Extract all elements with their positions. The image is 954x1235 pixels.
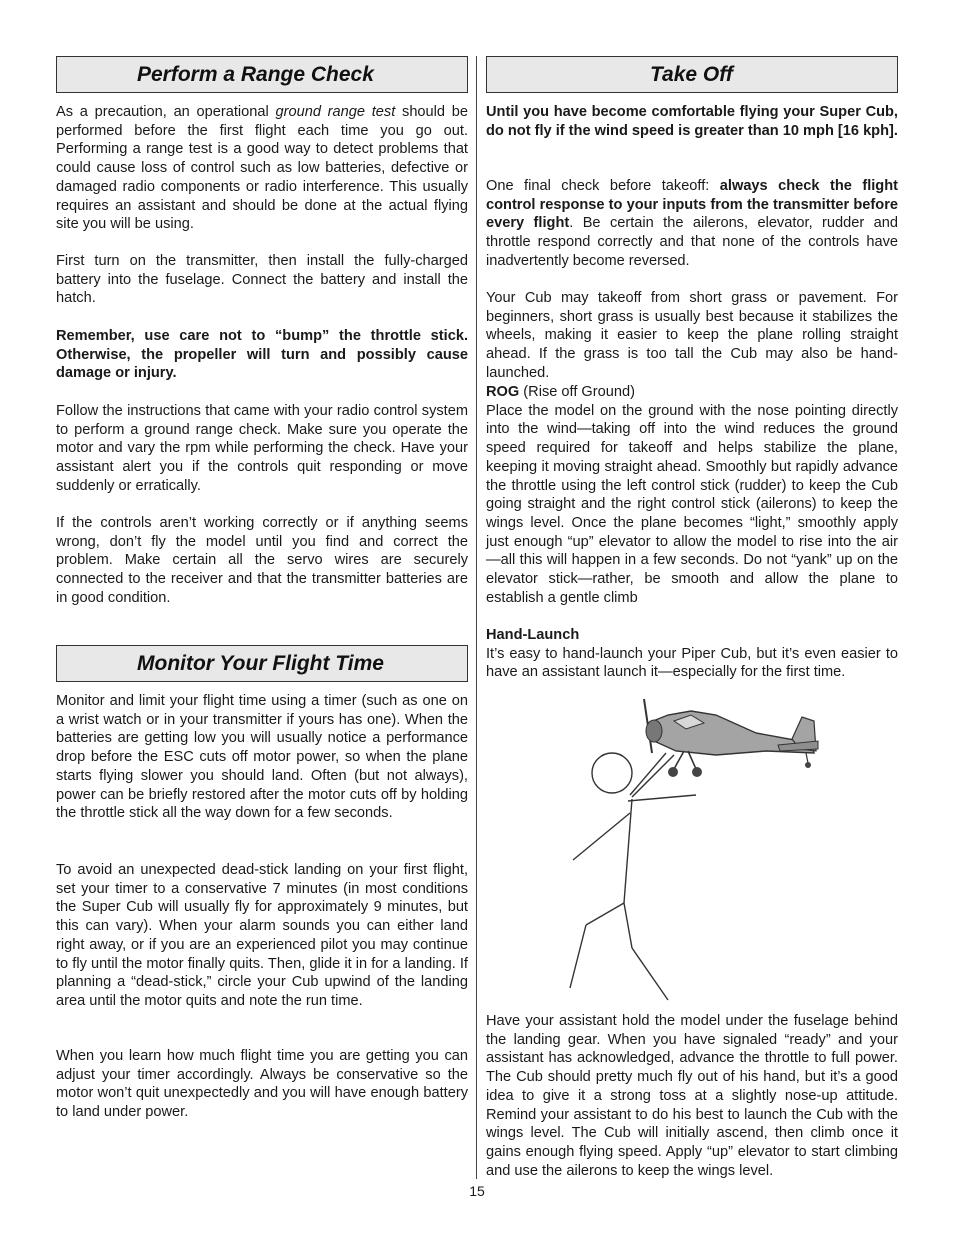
column-divider (476, 56, 477, 1179)
take-off-heading: Take Off (486, 56, 898, 93)
final-check-pre: One final check before takeoff: (486, 178, 720, 194)
rog-paragraph: Place the model on the ground with the nose pointing directly into the wind—taking off into the wind reduces the ground speed required for takeoff and helps stabilize the plane, keeping it moving straight ahead. Smoothly but rapidly advance the throttle using the left control stick (rudder) to keep the Cub going straight and the right control stick (ailerons) to keep the wings level. Once the plane becomes “light,” smoothly apply just enough “up” elevator to allow the model to rise into the air—all this will happen in a few seconds. Do not “yank” up on the elevator stick—rather, be smooth and allow the plane to establish a gentle climb (486, 402, 898, 606)
figure-shoulder (628, 795, 696, 801)
hand-launch-label: Hand-Launch (486, 627, 580, 643)
airplane-image (644, 699, 818, 777)
page-number: 15 (469, 1183, 485, 1199)
range-check-intro (56, 103, 468, 234)
range-check-intro-post: should be performed before the first flight each time you go out. Performing a range test is a good way to detect problems that could cause loss of control such as low batteries, defective or damaged radio components or radio interference. This usually requires an assistant and should be done at the actual flying site you will be using. (56, 104, 468, 233)
take-off-surface-paragraph: Your Cub may takeoff from short grass or pavement. For beginners, short grass is usually best because it stabilizes the wheels, making it easier to keep the plane rolling straight ahead. If the grass is too tall the Cub may also be hand-launched. (486, 290, 898, 381)
figure-raised-arm (630, 753, 666, 795)
range-check-warning: Remember, use care not to “bump” the throttle stick. Otherwise, the propeller will turn and possibly cause damage or injury. (56, 328, 468, 382)
figure-left-leg (586, 903, 624, 925)
final-check-post: . Be certain the ailerons, elevator, rudder and throttle respond correctly and that none of the controls have inadvertently become reversed. (486, 215, 898, 269)
figure-head (592, 753, 632, 793)
rog-section (486, 383, 898, 607)
range-check-troubleshoot-paragraph: If the controls aren’t working correctly or if anything seems wrong, don’t fly the model until you find and correct the problem. Make certain all the servo wires are securely connected to the receiver and that the transmitter batteries are in good condition. (56, 515, 468, 606)
range-check-intro-term: ground range test (275, 104, 396, 120)
hand-launch-illustration (556, 693, 826, 1003)
final-check-emphasis: always check the flight control response to your inputs from the transmitter before every flight (486, 178, 898, 232)
hand-launch-intro: It’s easy to hand-launch your Piper Cub, but it’s even easier to have an assistant launch it—especially for the first time. (486, 645, 898, 681)
range-check-heading: Perform a Range Check (56, 56, 468, 93)
flight-time-adjust-paragraph: When you learn how much flight time you are getting you can adjust your timer accordingly. Always be conservative so the motor won’t quit unexpectedly and you will have enough battery to land under power. (56, 1048, 468, 1121)
figure-left-arm (573, 813, 630, 860)
take-off-final-check (486, 177, 898, 271)
range-check-procedure-paragraph: Follow the instructions that came with your radio control system to perform a ground range check. Make sure you operate the motor and vary the rpm while performing the check. Have your assistant alert you if the controls quit responding or move suddenly or erratically. (56, 403, 468, 494)
assistant-stick-figure (570, 753, 696, 1000)
range-check-battery-paragraph: First turn on the transmitter, then install the fully-charged battery into the fuselage. Connect the battery and install the hatch. (56, 253, 468, 307)
hand-launch-section (486, 626, 898, 682)
flight-time-dead-stick-paragraph: To avoid an unexpected dead-stick landing on your first flight, set your timer to a conservative 7 minutes (in most conditions the Super Cub will usually fly for approximately 9 minutes, but this can vary). When your alarm sounds you can either land right away, or if you are an experienced pilot you may continue to fly until the motor finally quits. Then, glide it in for a landing. If planning a “dead-stick,” circle your Cub upwind of the landing area until the motor quits and note the run time. (56, 862, 468, 1009)
range-check-intro-pre: As a precaution, an operational (56, 104, 276, 120)
hand-launch-procedure-paragraph: Have your assistant hold the model under the fuselage behind the landing gear. When you have signaled “ready” and your assistant has acknowledged, advance the throttle to full power. The Cub should pretty much fly out of his hand, but it’s a good idea to give it a strong toss at a slightly nose-up attitude. Remind your assistant to do his best to launch the Cub with the wings level. The Cub will initially ascend, then climb once it gains enough flying speed. Apply “up” elevator to start climbing and use the ailerons to keep the wings level. (486, 1013, 898, 1179)
flight-time-timer-paragraph: Monitor and limit your flight time using a timer (such as one on a wrist watch or in your transmitter if yours has one). When the batteries are getting low you will usually notice a performance drop before the ESC cuts off motor power, so when the plane starts flying slower you should land. Often (but not always), power can be briefly restored after the motor cuts off by holding the throttle stick all the way down for a few seconds. (56, 693, 468, 822)
flight-time-heading: Monitor Your Flight Time (56, 645, 468, 682)
rog-label: ROG (486, 384, 520, 400)
rog-suffix: (Rise off Ground) (519, 384, 635, 400)
figure-right-leg (624, 903, 632, 948)
take-off-wind-warning: Until you have become comfortable flying your Super Cub, do not fly if the wind speed is greater than 10 mph [16 kph]. (486, 104, 898, 139)
